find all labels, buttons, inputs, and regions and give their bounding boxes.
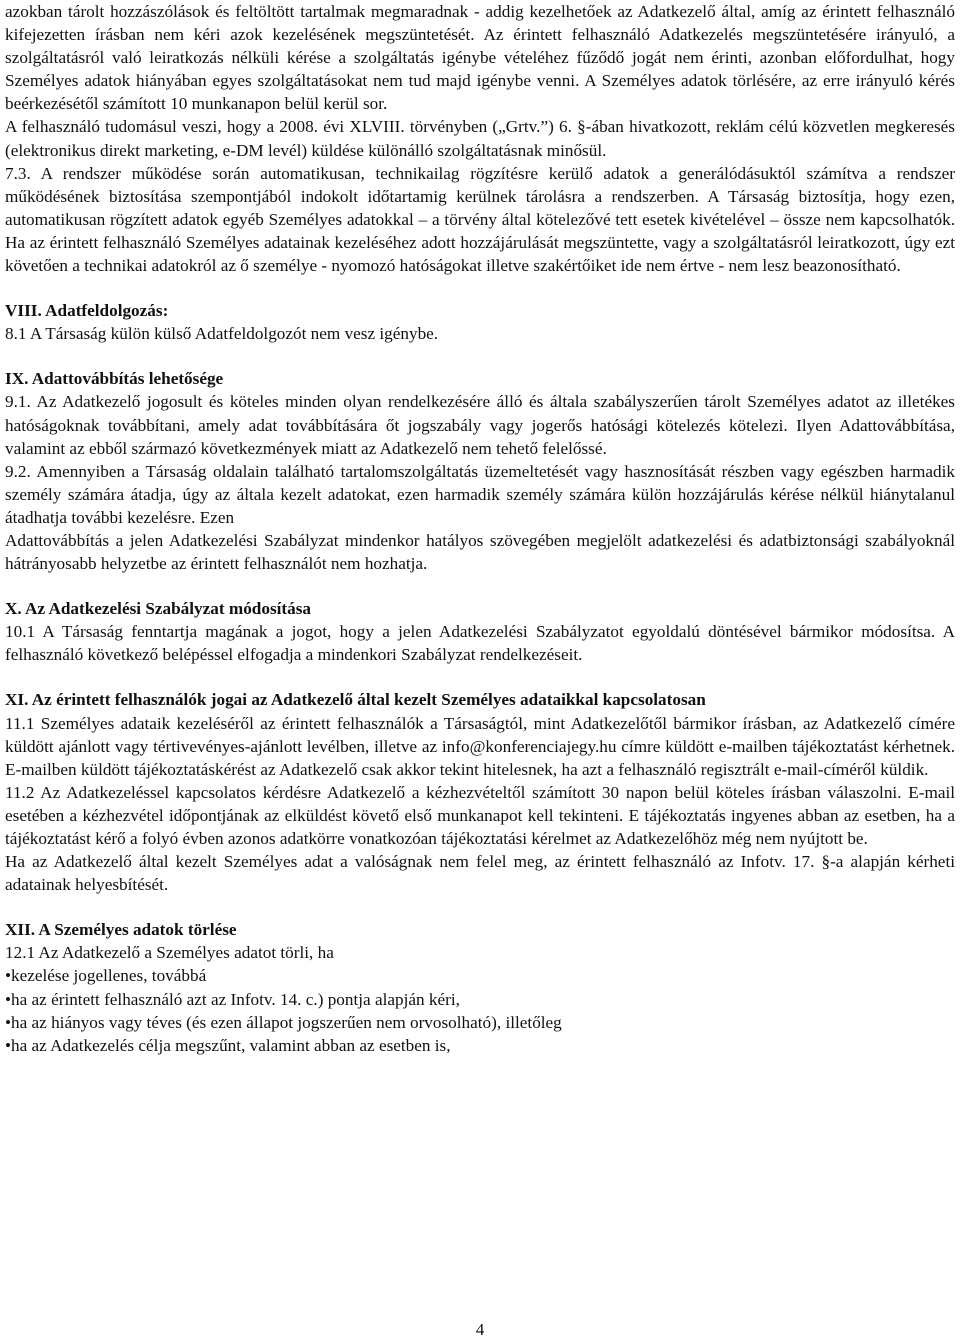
document-page	[5, 0, 955, 1343]
bullet-item: •ha az érintett felhasználó azt az Infotv. 14. c.) pontja alapján kéri,	[5, 989, 460, 1009]
page-number: 4	[475, 1320, 485, 1339]
paragraph-9-1: 9.1. Az Adatkezelő jogosult és köteles minden olyan rendelkezésére álló és általa szabályszerűen tárolt Személyes adatot az illetékes hatóságoknak továbbítani, amely adat továbbítására őt jogszabály vagy jogerős hatósági kötelezés kötelezi. Ilyen Adattovábbítása, valamint az ebből származó következmények miatt az Adatkezelő nem tehető felelőssé.	[5, 392, 955, 458]
paragraph-9-2: 9.2. Amennyiben a Társaság oldalain található tartalomszolgáltatás üzemeltetését vagy hasznosítását részben vagy egészben harmadik személy számára átadja, úgy az általa kezelt adatokat, ezen harmadik személy számára külön hozzájárulás kérése nélkül hiánytalanul átadhatja további kezelésre. Ezen	[5, 461, 955, 527]
section-10-heading: X. Az Adatkezelési Szabályzat módosítása	[5, 599, 312, 619]
paragraph-12-1: 12.1 Az Adatkezelő a Személyes adatot törli, ha	[5, 943, 334, 963]
section-11-heading: XI. Az érintett felhasználók jogai az Adatkezelő által kezelt Személyes adataikkal kapcsolatosan	[5, 690, 706, 710]
bullet-item: •kezelése jogellenes, továbbá	[5, 966, 207, 986]
paragraph-11-1: 11.1 Személyes adataik kezeléséről az érintett felhasználók a Társaságtól, mint Adatkezelőtől bármikor írásban, az Adatkezelő címére küldött ajánlott vagy tértivevényes-ajánlott levélben, illetve az info@konferenciajegy.hu címre küldött e-mailben tájékoztatást kérhetnek. E-mailben küldött tájékoztatáskérést az Adatkezelő csak akkor tekint hitelesnek, ha azt a felhasználó regisztrált e-mail-címéről küldik.	[5, 713, 955, 779]
bullet-item: •ha az hiányos vagy téves (és ezen állapot jogszerűen nem orvosolható), illetőleg	[5, 1012, 562, 1032]
section-12-heading: XII. A Személyes adatok törlése	[5, 920, 237, 940]
paragraph-8-1: 8.1 A Társaság külön külső Adatfeldolgozót nem vesz igénybe.	[5, 324, 439, 344]
paragraph-infotv-17: Ha az Adatkezelő által kezelt Személyes adat a valóságnak nem felel meg, az érintett felhasználó az Infotv. 17. §-a alapján kérheti adatainak helyesbítését.	[5, 852, 955, 895]
paragraph-9-2-cont: Adattovábbítás a jelen Adatkezelési Szabályzat mindenkor hatályos szövegében megjelölt adatkezelési és adatbiztonsági szabályoknál hátrányosabb helyzetbe az érintett felhasználót nem hozhatja.	[5, 530, 955, 574]
intro-paragraph-2: A felhasználó tudomásul veszi, hogy a 2008. évi XLVIII. törvényben („Grtv.”) 6. §-ában hivatkozott, reklám célú közvetlen megkeresés (elektronikus direkt marketing, e-DM levél) küldése különálló szolgáltatásnak minősül.	[5, 117, 955, 160]
bullet-item: •ha az Adatkezelés célja megszűnt, valamint abban az esetben is,	[5, 1035, 451, 1055]
paragraph-11-2: 11.2 Az Adatkezeléssel kapcsolatos kérdésre Adatkezelő a kézhezvételtől számított 30 napon belül köteles írásban válaszolni. E-mail esetében a kézhezvétel időpontjának az elküldést követő első munkanapot kell tekinteni. E tájékoztatás ingyenes abban az esetben, ha a tájékoztatást kérő a folyó évben azonos adatkörre vonatkozóan tájékoztatási kérelmet az Adatkezelőhöz még nem nyújtott be.	[5, 782, 955, 848]
section-9-heading: IX. Adattovábbítás lehetősége	[5, 369, 224, 389]
section-8-heading: VIII. Adatfeldolgozás:	[5, 301, 169, 321]
paragraph-7-3: 7.3. A rendszer működése során automatikusan, technikailag rögzítésre kerülő adatok a generálódásuktól számítva a rendszer működésének biztosítása szempontjából indokolt időtartamig kerülnek tárolásra a rendszerben. A Társaság biztosítja, hogy ezen, automatikusan rögzített adatok egyéb Személyes adatokkal – a törvény által kötelezővé tett esetek kivételével – össze nem kapcsolhatók. Ha az érintett felhasználó Személyes adatainak kezeléséhez adott hozzájárulását megszüntette, vagy a szolgáltatásról leiratkozott, úgy ezt követően a technikai adatokról az ő személye - nyomozó hatóságokat illetve szakértőiket ide nem értve - nem lesz beazonosítható.	[5, 163, 955, 276]
paragraph-10-1: 10.1 A Társaság fenntartja magának a jogot, hogy a jelen Adatkezelési Szabályzatot egyoldalú döntésével bármikor módosítsa. A felhasználó következő belépéssel elfogadja a mindenkori Szabályzat rendelkezéseit.	[5, 622, 955, 665]
intro-paragraph-1: azokban tárolt hozzászólások és feltöltött tartalmak megmaradnak - addig kezelhetőek az Adatkezelő által, amíg az érintett felhasználó kifejezetten írásban nem kéri azok kezelésének megszüntetését. Az érintett felhasználó Adatkezelés megszüntetésére irányuló, a szolgáltatásról való leiratkozás nélküli kérése a szolgáltatás igénybe vételéhez fűződő jogát nem érinti, azonban előfordulhat, hogy Személyes adatok hiányában egyes szolgáltatásokat nem tud majd igénybe venni. A Személyes adatok törlésére, az erre irányuló kérés beérkezésétől számított 10 munkanapon belül kerül sor.	[5, 2, 955, 114]
